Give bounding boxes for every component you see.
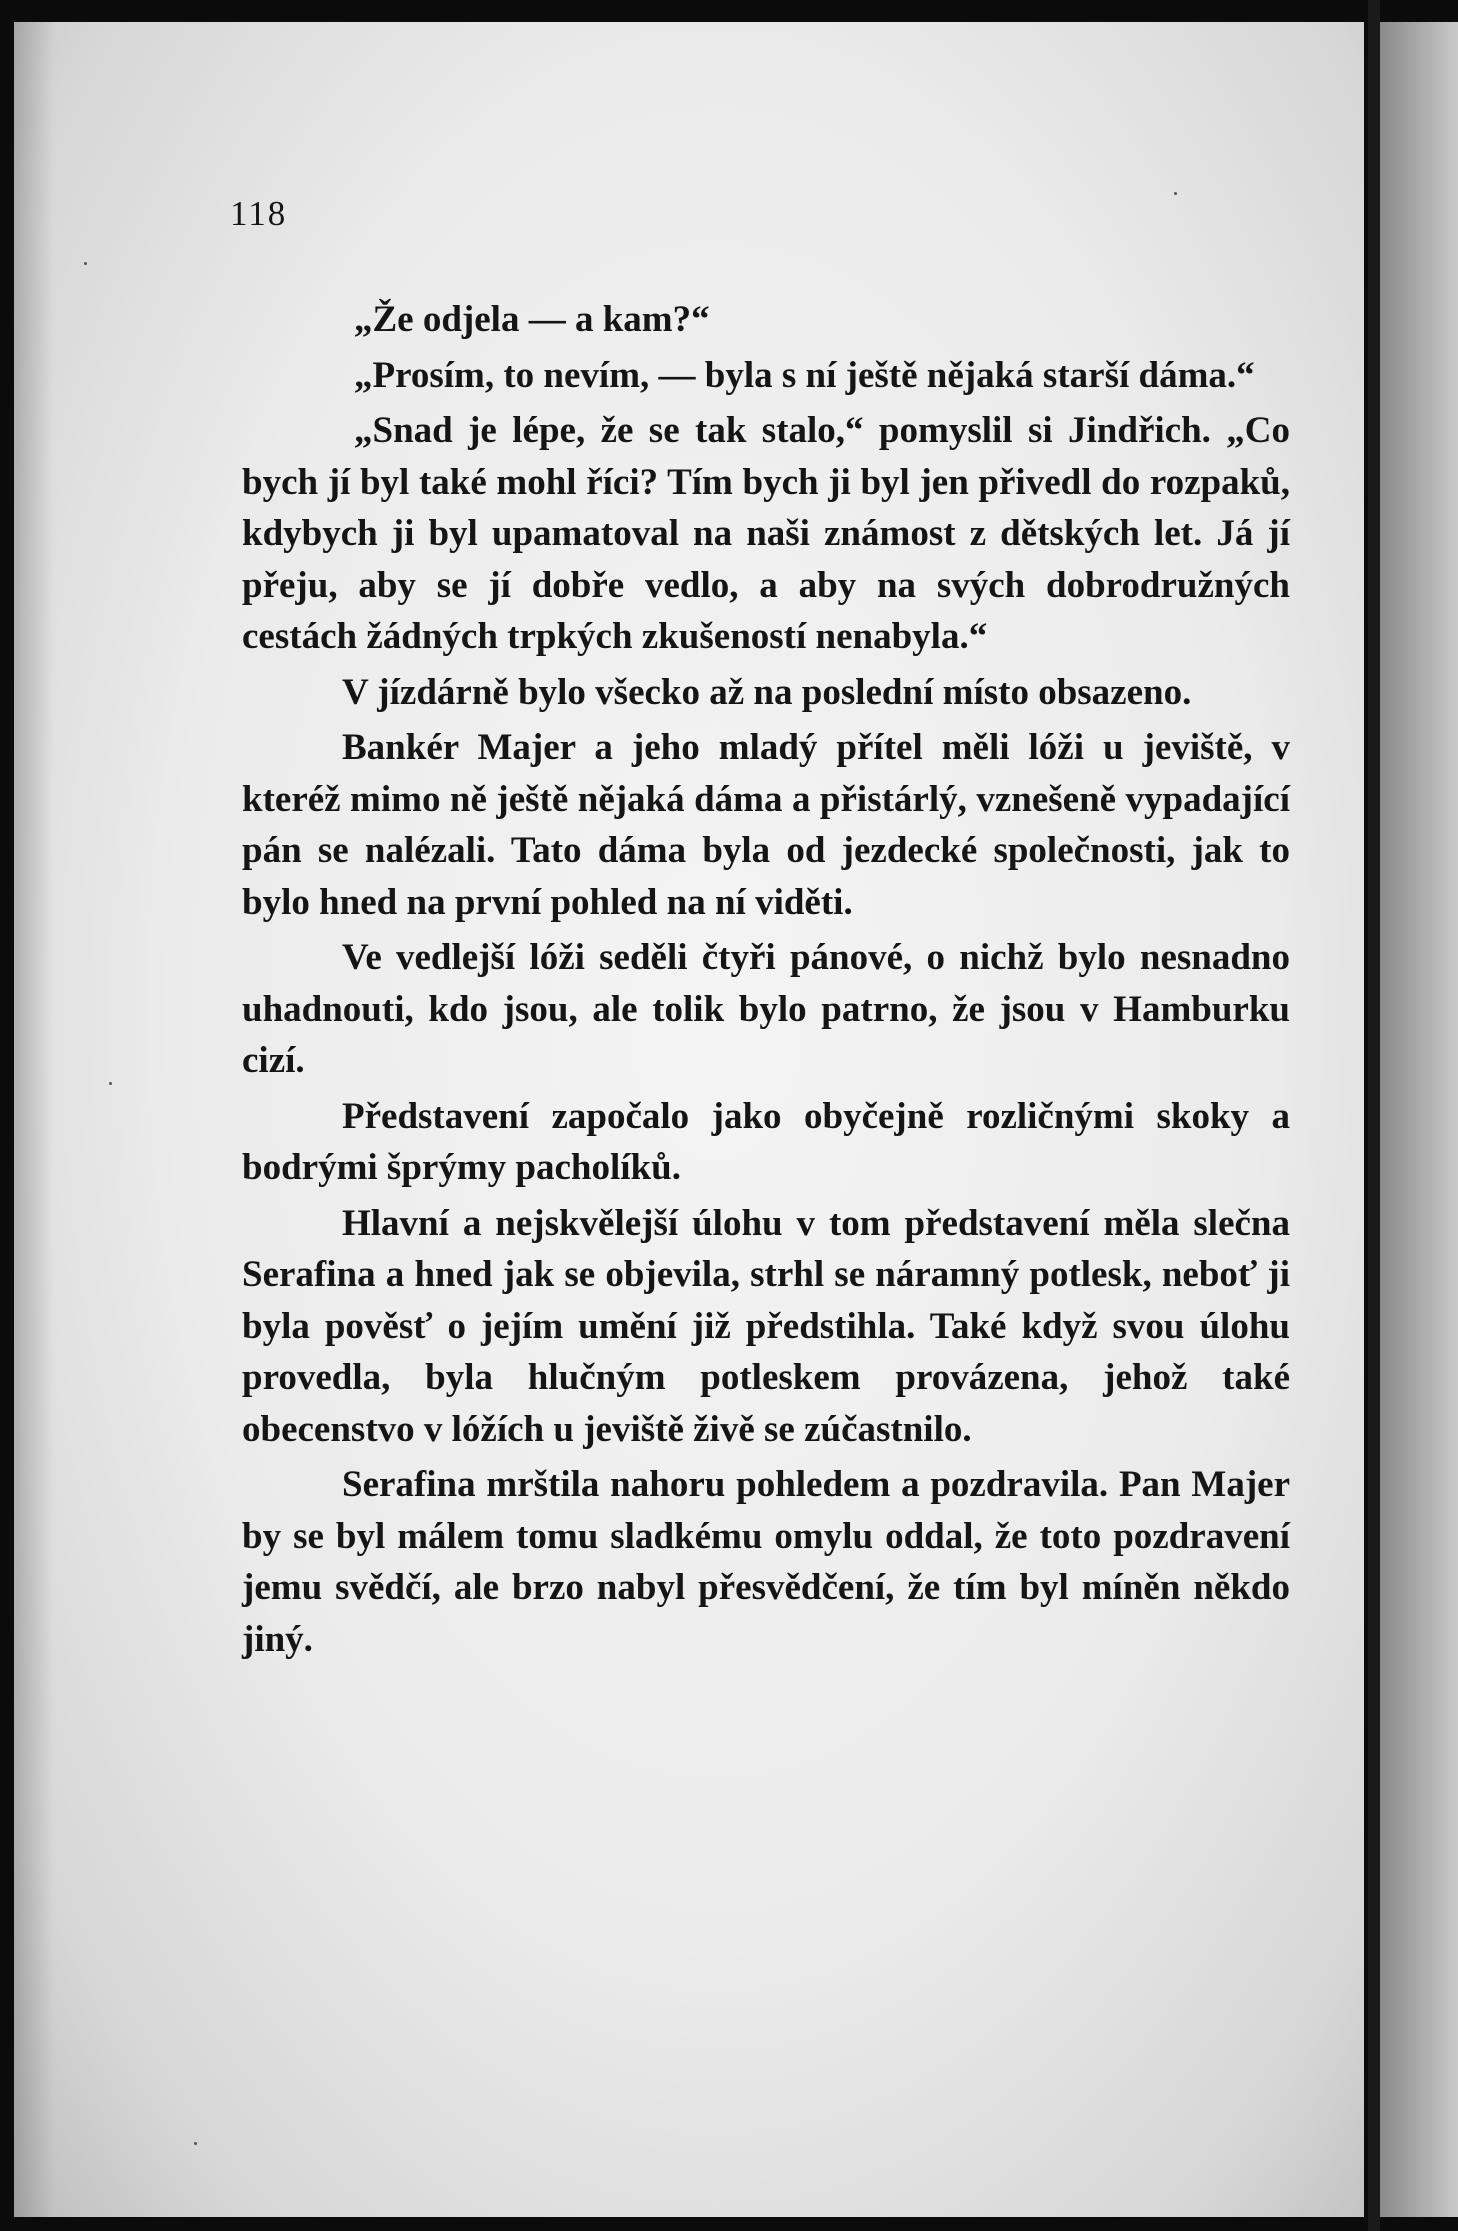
page-gutter <box>1368 0 1380 2231</box>
paper-speck <box>109 1082 112 1085</box>
paragraph: Představení započalo jako obyčejně rozličnými skoky a bodrými šprýmy pacholíků. <box>242 1095 1290 1188</box>
paragraph: „Prosím, to nevím, — byla s ní ještě nějaká starší dáma.“ <box>354 354 1255 396</box>
paper-speck <box>1174 192 1177 195</box>
paper-speck <box>84 262 87 265</box>
adjacent-page-edge <box>1380 22 1458 2217</box>
book-page <box>14 22 1364 2217</box>
paragraph: „Snad je lépe, že se tak stalo,“ pomyslil si Jindřich. „Co bych jí byl také mohl říci? Tím bych ji byl jen přivedl do rozpaků, kdybych ji byl upamatoval na naši známost z dětských let. Já jí přeju, aby se jí dobře vedlo, a aby na svých dobrodružných cestách žádných trpkých zkušeností nenabyla.“ <box>242 410 1290 657</box>
paragraph: Serafina mrštila nahoru pohledem a pozdravila. Pan Majer by se byl málem tomu sladkému omylu oddal, že toto pozdravení jemu svědčí, ale brzo nabyl přesvědčení, že tím byl míněn někdo jiný. <box>242 1464 1290 1660</box>
paragraph: Hlavní a nejskvělejší úlohu v tom představení měla slečna Serafina a hned jak se objevila, strhl se náramný potlesk, neboť ji byla pověsť o jejím umění již předstihla. Také když svou úlohu provedla, byla hlučným potleskem provázena, jehož také obecenstvo v lóžích u jeviště živě se zúčastnilo. <box>242 1202 1290 1450</box>
page-number: 118 <box>230 194 288 233</box>
paragraph: Ve vedlejší lóži seděli čtyři pánové, o nichž bylo nesnadno uhadnouti, kdo jsou, ale tolik bylo patrno, že jsou v Hamburku cizí. <box>242 937 1290 1081</box>
paragraph: V jízdárně bylo všecko až na poslední místo obsazeno. <box>342 671 1192 713</box>
paragraph: Bankér Majer a jeho mladý přítel měli lóži u jeviště, v kteréž mimo ně ještě nějaká dáma a přistárlý, vznešeně vypadající pán se nalézali. Tato dáma byla od jezdecké společnosti, jak to bylo hned na první pohled na ní viděti. <box>242 727 1290 923</box>
body-text <box>242 294 1290 1669</box>
paragraph: „Že odjela — a kam?“ <box>354 299 710 340</box>
paper-speck <box>194 2142 197 2145</box>
